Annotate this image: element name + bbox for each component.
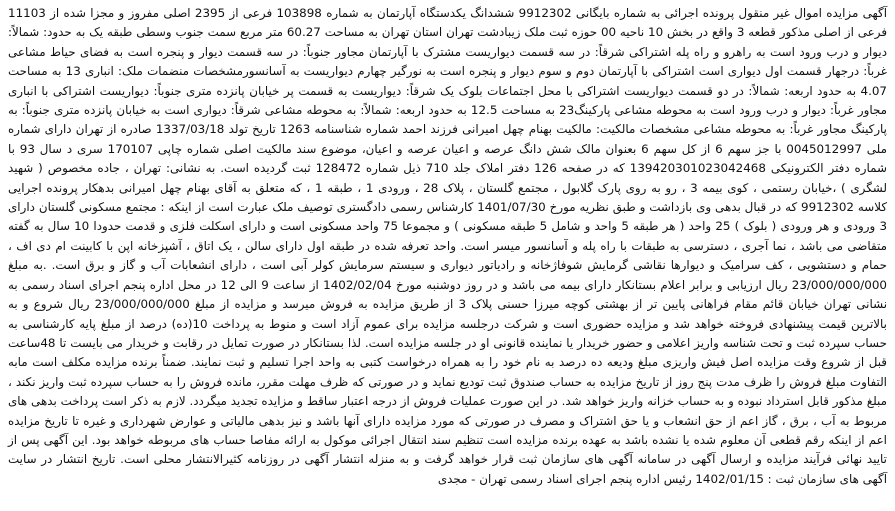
auction-notice-text: آگهی مزایده اموال غیر منقول پرونده اجرائی به شماره بایگانی 9912302 ششدانگ یکدستگاه آپارتمان به شماره 103898 فرعی از 2395 اصلی مفروز و مجزا شده از 11103 فرعی از اصلی مذکور قطعه 3 واقع در بخش 10 ناحیه 00 حوزه ثبت ملک زیبادشت تهران استان تهران به مساحت 60.27 متر مربع سمت جنوب وسطی طبقه یک به حدود: شمالاً: دیوار و درب ورود است به راهرو و راه پله اشتراکی شرقاً: در سه قسمت دیواریست مشترک با آپارتمان مجاور جنوباً: در سه قسمت دیوار و پنجره است به فضای حیاط مشاعی غرباً: درجهار قسمت اول دیواری است اشتراکی با آپارتمان دوم و سوم دیوار و پنجره است به نورگیر چهارم دیواریست به آسانسورمشخصات منضمات ملک: انباری 13 به مساحت 4.07 به حدود اربعه: شمالاً: در دو قسمت دیواریست اشتراکی با محل اجتماعات بلوک یک شرقاً: دیواریست به قسمت پر خیابان پانزده متری جنوباً: دیواریست اشتراکی با انباری مجاور غرباً: دیوار و درب ورود است به محوطه مشاعی پارکینگ23 به مساحت 12.5 به حدود اربعه: شمالاً: به محوطه مشاعی شرقاً: دیواری است به خیابان پانزده متری جنوباً: به پارکینگ مجاور غرباً: به محوطه مشاعی مشخصات مالکیت: مالکیت بهنام چهل امیرانی فرزند احمد شماره شناسنامه 1263 تاریخ تولد 1337/03/18 صادره از تهران دارای شماره ملی 0045012997 با جز سهم 6 از کل سهم 6 بعنوان مالک شش دانگ عرصه و اعیان عرصه و اعیان، موضوع سند مالکیت اصلی شماره چاپی 170107 سری د سال 93 با شماره دفتر الکترونیکی 139420301023042468 که در صفحه 126 دفتر املاک جلد 710 ذیل شماره 128472 ثبت گردیده است. به نشانی: تهران ، جاده مخصوص ( شهید لشگری ) ،خیابان رستمی ، کوی بیمه 3 ، رو به روی پارک گلابول ، مجتمع گلستان ، پلاک 28 ، ورودی 1 ، طبقه 1 ، که متعلق به آقای بهنام چهل امیرانی بدهکار پرونده اجرایی کلاسه 9912302 که در قبال بدهی وی بازداشت و طبق نظریه مورخ 1401/07/30 کارشناس رسمی دادگستری توصیف ملک عبارت است از اینکه : مجتمع مسکونی گلستان دارای 3 ورودی و هر ورودی ( بلوک ) 25 واحد ( هر طبقه 5 واحد و شامل 5 طبقه مسکونی ) و مجموعا 75 واحد مسکونی است و دارای اسکلت فلزی و قدمت حدودا 10 سال به گفته متقاضی می باشد ، نما آجری ، دسترسی به طبقات با راه پله و آسانسور میسر است. واحد تعرفه شده در طبقه اول دارای سالن ، یک اتاق ، آشپزخانه اپن با کابینت ام دی اف ، حمام و دستشویی ، کف سرامیک و دیوارها نقاشی گرمایش شوفاژخانه و رادیاتور دیواری و سیستم سرمایش کولر آبی است ، دارای انشعابات آب و گاز و برق است. .به مبلغ 23/000/000/000 ریال ارزیابی و برابر اعلام بستانکار دارای بیمه می باشد و در روز دوشنبه مورخ 1402/02/04 از ساعت 9 الی 12 در محل اداره پنجم اجرای اسناد رسمی به نشانی تهران خیابان قائم مقام فراهانی پایین تر از بهشتی کوچه میرزا حسنی پلاک 3 از طریق مزایده به فروش میرسد و مزایده از مبلغ 23/000/000/000 ریال شروع و به بالاترین قیمت پیشنهادی فروخته خواهد شد و مزایده حضوری است و شرکت درجلسه مزایده برای عموم آزاد است و منوط به پرداخت 10(ده) درصد از مبلغ پایه کارشناسی به حساب سپرده ثبت و تحت شناسه واریز اعلامی و حضور خریدار یا نماینده قانونی او در جلسه مزایده است. لذا بستانکار در صورت تمایل در رقابت و خریدار می بایست تا 48ساعت قبل از شروع وقت مزایده اصل فیش واریزی مبلغ ودیعه ده درصد به نام خود را به همراه درخواست کتبی به واحد اجرا تسلیم و ثبت نمایند. ضمناً برنده مزایده مکلف است مابه التفاوت مبلغ فروش را ظرف مدت پنج روز از تاریخ مزایده به حساب صندوق ثبت تودیع نماید و در صورتی که ظرف مهلت مقرر، مانده فروش را به حساب سپرده ثبت واریز نکند ، مبلغ مذکور قابل استرداد نبوده و به حساب خزانه واریز خواهد شد. در این صورت عملیات فروش از درجه اعتبار ساقط و مزایده تجدید میگردد. لازم به ذکر است پرداخت بدهی های مربوط به آب ، برق ، گاز اعم از حق انشعاب و یا حق اشتراک و مصرف در صورتی که مورد مزایده دارای آنها باشد و نیز بدهی مالیاتی و عوارض شهرداری و غیره تا تاریخ مزایده اعم از اینکه رقم قطعی آن معلوم شده یا نشده باشد به عهده برنده مزایده است تنظیم سند انتقال اجرائی موکول به ارائه مفاصا حساب های مربوطه خواهد بود. این آگهی پس از تایید نهائی فرآیند مزایده و ارسال آگهی در سامانه آگهی های سازمان ثبت قرار خواهد گرفت و به منزله انتشار آگهی در روزنامه کثیرالانتشار محلی است. تاریخ انتشار در سایت آگهی های سازمان ثبت : 1402/01/15 رئیس اداره پنجم اجرای اسناد رسمی تهران - مجدی [8,6,888,486]
